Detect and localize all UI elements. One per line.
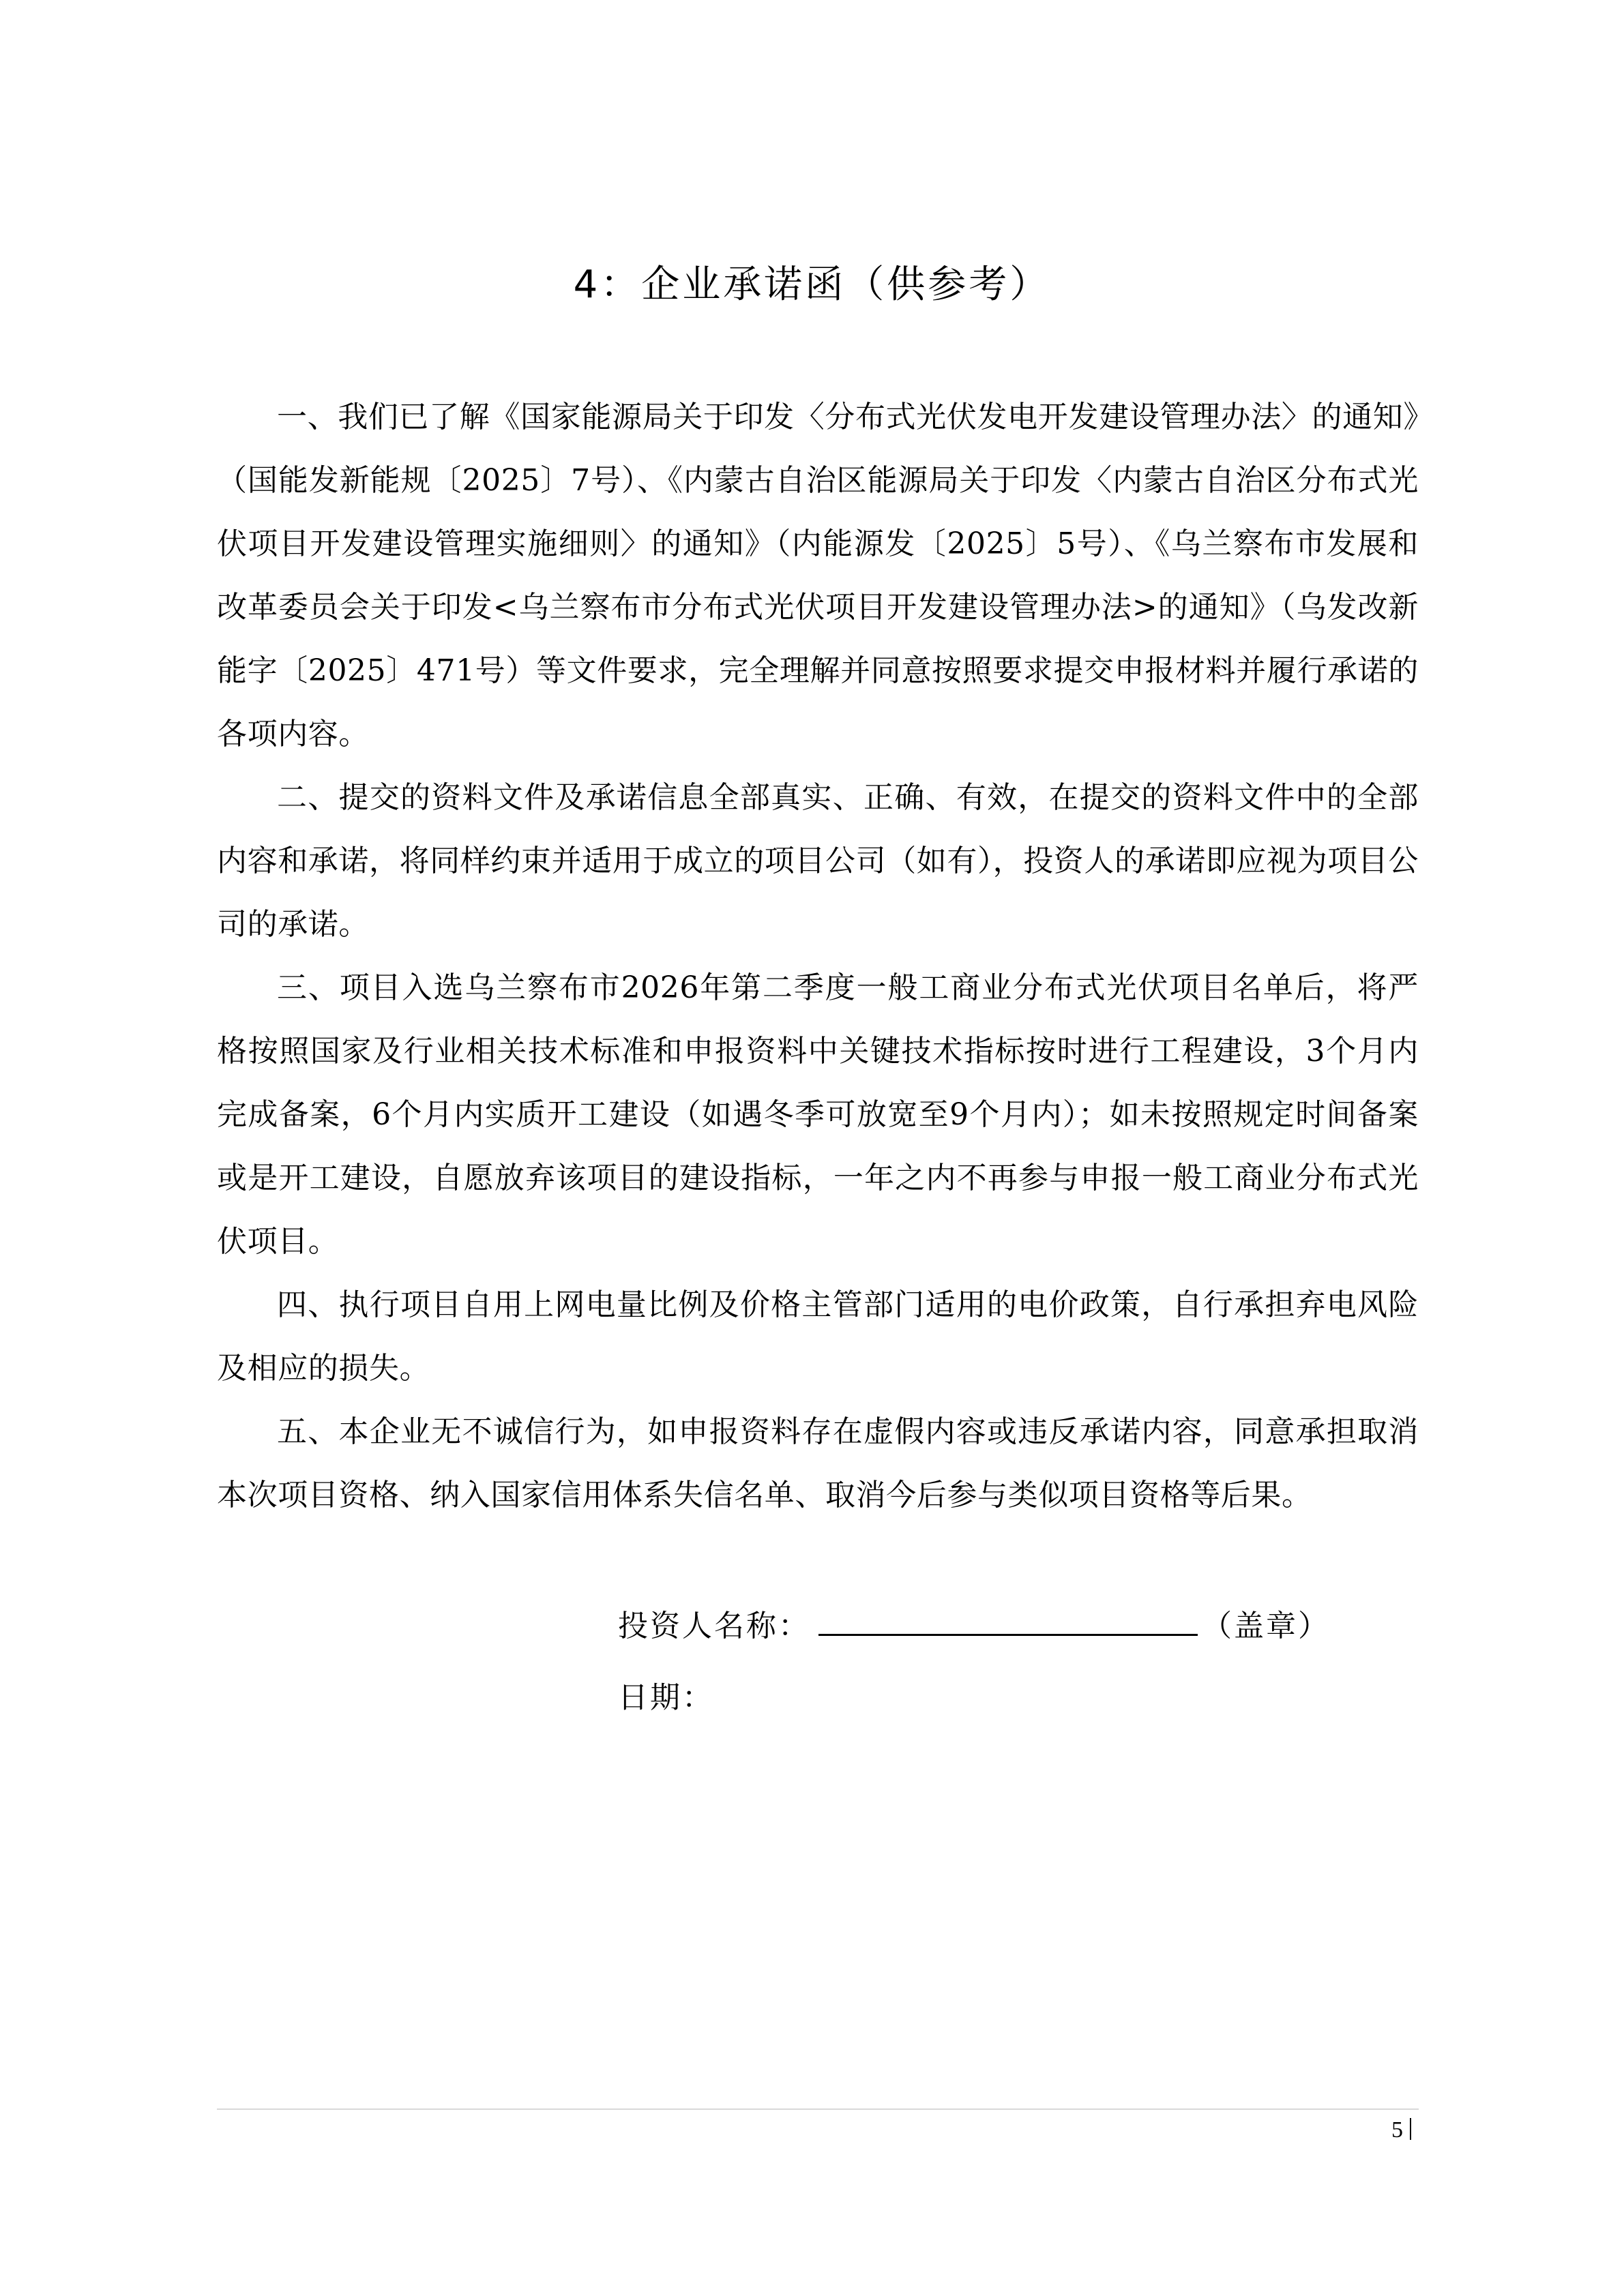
investor-name-row	[618, 1604, 1368, 1648]
commitment-paragraph-4: 四、执行项目自用上网电量比例及价格主管部门适用的电价政策，自行承担弃电风险及相应的损失。	[217, 1287, 1419, 1386]
page-number-value: 5	[1391, 2117, 1403, 2143]
commitment-paragraph-3: 三、项目入选乌兰察布市2026年第二季度一般工商业分布式光伏项目名单后，将严格按照国家及行业相关技术标准和申报资料中关键技术指标按时进行工程建设，3个月内完成备案，6个月内实质开工建设（如遇冬季可放宽至9个月内）；如未按照规定时间备案或是开工建设，自愿放弃该项目的建设指标，一年之内不再参与申报一般工商业分布式光伏项目。	[217, 970, 1419, 1259]
investor-name-label: 投资人名称：	[618, 1609, 810, 1643]
page-number	[1391, 2114, 1411, 2147]
commitment-paragraph-2: 二、提交的资料文件及承诺信息全部真实、正确、有效，在提交的资料文件中的全部内容和承诺，将同样约束并适用于成立的项目公司（如有），投资人的承诺即应视为项目公司的承诺。	[217, 780, 1419, 942]
commitment-paragraph-5: 五、本企业无不诚信行为，如申报资料存在虚假内容或违反承诺内容，同意承担取消本次项目资格、纳入国家信用体系失信名单、取消今后参与类似项目资格等后果。	[217, 1414, 1419, 1512]
commitment-body	[217, 385, 1419, 1527]
document-title: 4：企业承诺函（供参考）	[573, 263, 1051, 307]
page-number-separator	[1410, 2118, 1411, 2140]
investor-name-blank[interactable]	[818, 1604, 1198, 1636]
date-label: 日期：	[618, 1680, 714, 1715]
date-row	[618, 1676, 1368, 1720]
signature-block	[618, 1604, 1368, 1720]
footer-divider	[217, 2108, 1419, 2110]
commitment-paragraph-1: 一、我们已了解《国家能源局关于印发〈分布式光伏发电开发建设管理办法〉的通知》（国能发新能规〔2025〕7号）、《内蒙古自治区能源局关于印发〈内蒙古自治区分布式光伏项目开发建设管理实施细则〉的通知》（内能源发〔2025〕5号）、《乌兰察布市发展和改革委员会关于印发<乌兰察布市分布式光伏项目开发建设管理办法>的通知》（乌发改新能字〔2025〕471号）等文件要求，完全理解并同意按照要求提交申报材料并履行承诺的各项内容。	[217, 400, 1419, 751]
seal-label: （盖章）	[1202, 1609, 1330, 1643]
